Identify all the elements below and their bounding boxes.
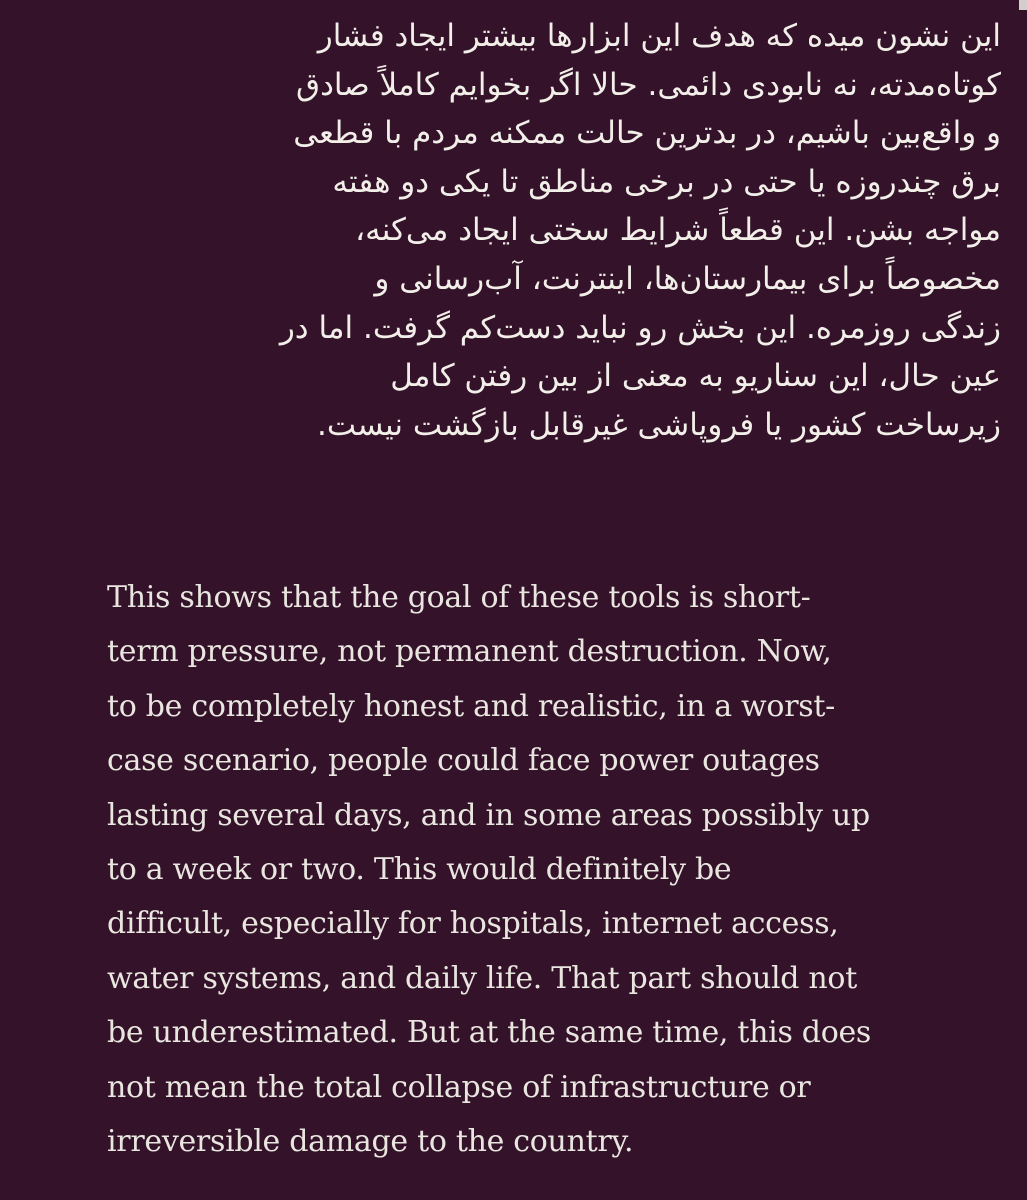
persian-line: زیرساخت کشور یا فروپاشی غیرقابل بازگشت نیست. [317, 406, 1001, 443]
english-line: difficult, especially for hospitals, internet access, [107, 906, 839, 942]
english-line: to be completely honest and realistic, in a worst- [107, 688, 835, 724]
persian-line: این نشون میده که هدف این ابزارها بیشتر ایجاد فشار [317, 18, 1001, 54]
persian-line: عین حال، این سناریو به معنی از بین رفتن کامل [390, 358, 1001, 395]
english-line: case scenario, people could face power outages [107, 743, 820, 779]
english-line: not mean the total collapse of infrastructure or [107, 1069, 811, 1105]
cropped-character-fragment [1019, 0, 1027, 10]
english-line: to a week or two. This would definitely be [107, 852, 732, 888]
persian-line: مواجه بشن. این قطعاً شرایط سختی ایجاد می‌کنه، [355, 212, 1001, 249]
english-line: be underestimated. But at the same time, this does [107, 1015, 872, 1051]
english-line: term pressure, not permanent destruction. Now, [107, 634, 832, 670]
english-paragraph [107, 571, 1007, 1169]
persian-line: کوتاه‌مدته، نه نابودی دائمی. حالا اگر بخوایم کاملاً صادق [296, 66, 1001, 103]
persian-line: برق چندروزه یا حتی در برخی مناطق تا یکی دو هفته [332, 163, 1001, 200]
persian-paragraph [101, 12, 1001, 449]
english-line: lasting several days, and in some areas possibly up [107, 797, 870, 833]
persian-line: و واقع‌بین باشیم، در بدترین حالت ممکنه مردم با قطعی [293, 115, 1001, 152]
persian-line: زندگی روزمره. این بخش رو نباید دست‌کم گرفت. اما در [279, 309, 1001, 346]
english-line: water systems, and daily life. That part should not [107, 960, 857, 996]
english-line: This shows that the goal of these tools is short- [107, 580, 811, 615]
persian-line: مخصوصاً برای بیمارستان‌ها، اینترنت، آب‌رسانی و [374, 260, 1001, 297]
english-line: irreversible damage to the country. [107, 1124, 634, 1160]
